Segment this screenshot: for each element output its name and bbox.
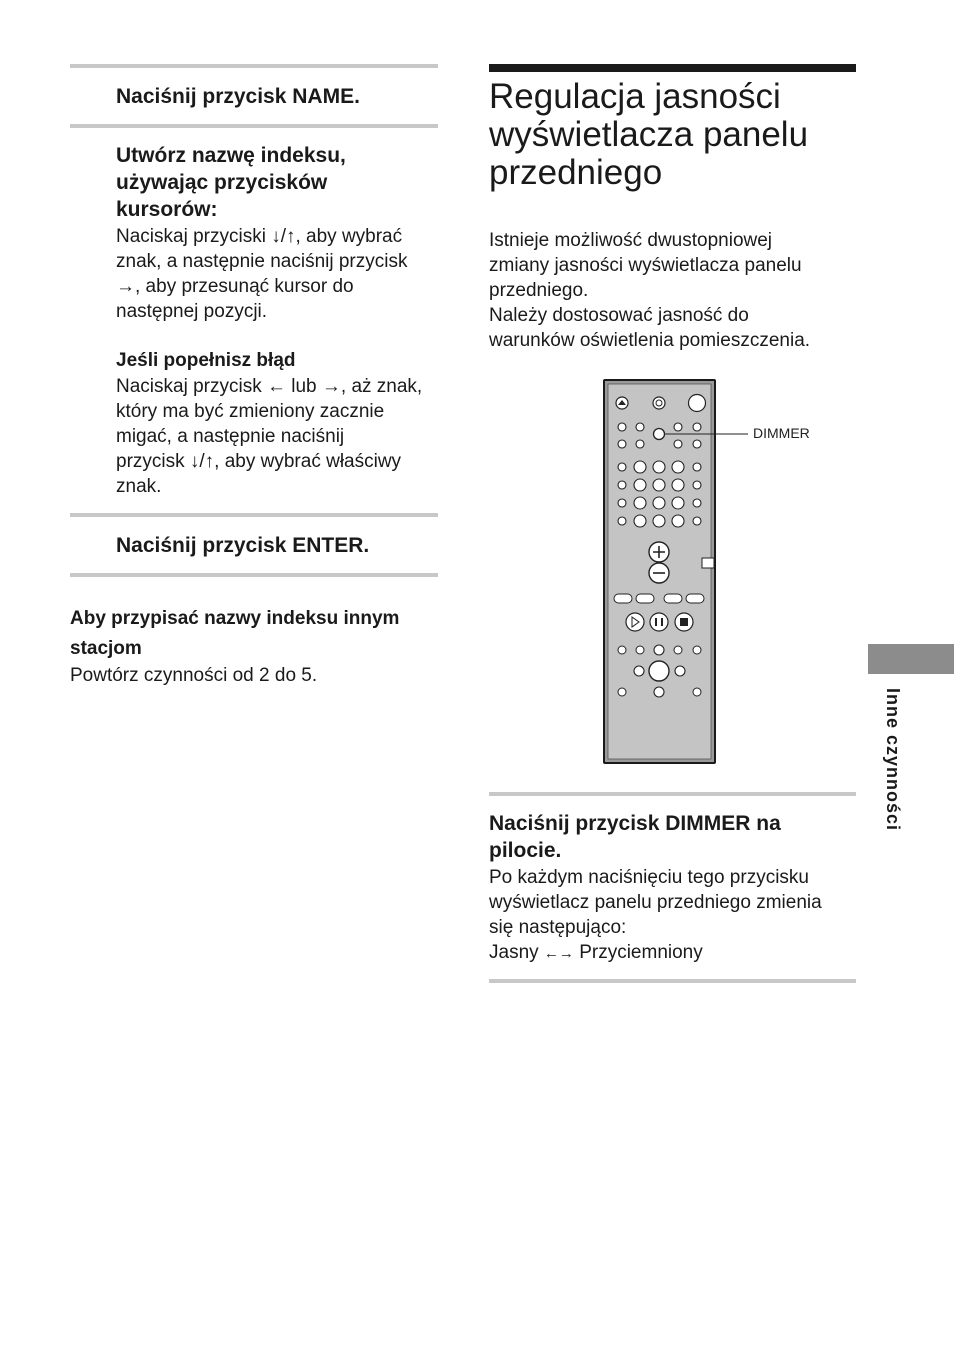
brightness-cycle: Jasny ←→ Przyciemniony [489,942,703,963]
section-tab-marker [868,644,954,674]
divider [489,979,856,983]
double-arrow-icon: ←→ [543,945,574,962]
step-name-title: Naciśnij przycisk NAME. [116,85,360,108]
step-dimmer-title: Naciśnij przycisk DIMMER na pilocie. [489,812,781,862]
remote-button [618,517,626,525]
remote-button [693,517,701,525]
remote-button [672,515,684,527]
remote-button [672,479,684,491]
remote-button [618,423,626,431]
step-create-title: Utwórz nazwę indeksu, używając przycisków kursorów: [116,144,346,221]
remote-button [634,479,646,491]
remote-button [636,423,644,431]
remote-button [653,461,665,473]
step-create-body: Naciskaj przyciski ↓/↑, aby wybrać znak, a następnie naciśnij przycisk →, aby przesunąć kursor do następnej pozycji. [116,226,408,322]
divider [70,124,438,128]
remote-button [618,463,626,471]
remote-button [636,440,644,448]
remote-button [618,499,626,507]
remote-control-illustration [596,376,826,768]
remote-button [653,515,665,527]
remote-button [674,423,682,431]
section-side-label: Inne czynności [883,688,903,832]
intro-text: Istnieje możliwość dwustopniowej zmiany jasności wyświetlacza panelu przedniego. Należy dostosować jasność do warunków oświetlenia pomieszczenia. [489,230,811,351]
remote-button [618,440,626,448]
remote-button [693,481,701,489]
remote-button [653,497,665,509]
remote-button [693,440,701,448]
heading-rule [489,64,856,72]
remote-button [674,440,682,448]
divider [489,792,856,796]
remote-button [634,515,646,527]
remote-button [693,423,701,431]
remote-button [634,497,646,509]
divider [70,573,438,577]
step-enter-title: Naciśnij przycisk ENTER. [116,534,370,557]
error-body: Naciskaj przycisk ← lub →, aż znak, który ma być zmieniony zacznie migać, a następnie naciśnij przycisk ↓/↑, aby wybrać właściwy znak. [116,376,423,497]
dimmer-callout: DIMMER [753,425,810,441]
remote-button [672,497,684,509]
remote-button [693,499,701,507]
remote-button [693,463,701,471]
note-body: Powtórz czynności od 2 do 5. [70,665,318,686]
remote-button [634,461,646,473]
divider [70,513,438,517]
remote-button [672,461,684,473]
remote-button [618,481,626,489]
error-title: Jeśli popełnisz błąd [116,350,296,371]
page-title: Regulacja jasności wyświetlacza panelu przedniego [489,77,809,192]
divider [70,64,438,68]
dimmer-button [654,429,665,440]
remote-button [653,479,665,491]
note-title: Aby przypisać nazwy indeksu innym stacjom [70,608,400,659]
step-dimmer-body: Po każdym naciśnięciu tego przycisku wyświetlacz panelu przedniego zmienia się następująco: Jasny ←→ Przyciemniony [489,865,869,966]
